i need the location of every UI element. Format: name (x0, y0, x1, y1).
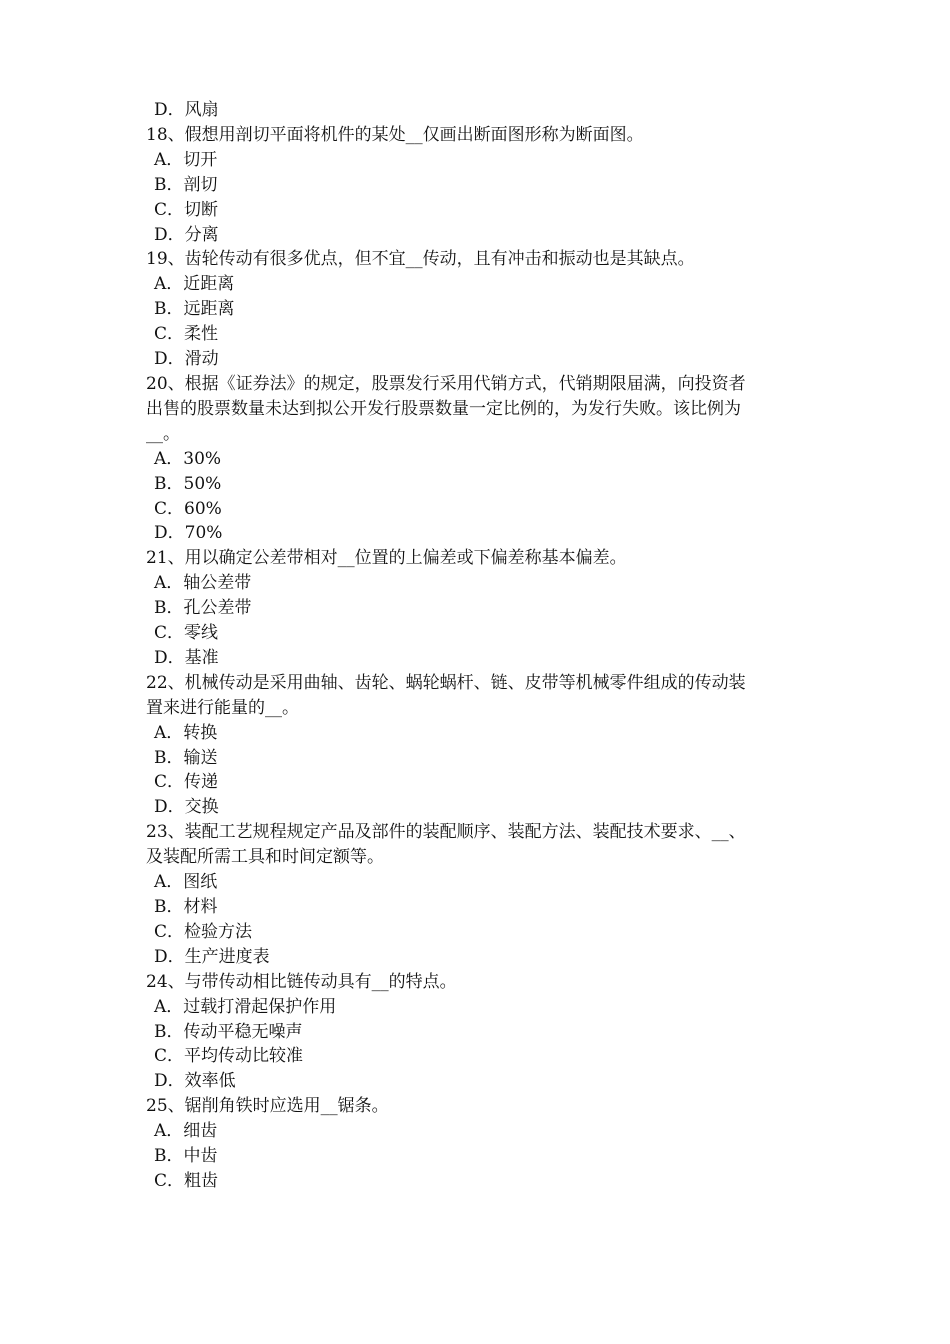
answer-option (146, 472, 826, 497)
question-block (146, 247, 826, 372)
question-block (146, 820, 826, 969)
option-text: 平均传动比较准 (184, 1046, 304, 1067)
answer-option (146, 920, 826, 945)
option-letter: C． (154, 921, 185, 942)
answer-option (146, 945, 826, 970)
option-text: 传递 (184, 772, 219, 793)
answer-option (146, 1069, 826, 1094)
option-letter: B． (154, 1021, 184, 1042)
option-letter: B． (154, 473, 184, 494)
option-letter: C． (154, 772, 185, 793)
question-stem-line: 21、用以确定公差带相对__位置的上偏差或下偏差称基本偏差。 (146, 548, 627, 569)
answer-option (146, 98, 826, 123)
option-letter: A． (154, 149, 184, 170)
option-text: 剖切 (183, 174, 218, 195)
answer-option (146, 272, 826, 297)
option-text: 图纸 (183, 872, 218, 893)
question-stem-line: 23、装配工艺规程规定产品及部件的装配顺序、装配方法、装配技术要求、__、 (146, 822, 746, 843)
option-text: 孔公差带 (183, 598, 252, 619)
option-letter: A． (154, 448, 184, 469)
option-text: 远距离 (183, 299, 235, 320)
option-letter: A． (154, 573, 184, 594)
option-text: 50% (183, 473, 222, 494)
option-text: 检验方法 (184, 921, 253, 942)
question-stem-line: 22、机械传动是采用曲轴、齿轮、蜗轮蜗杆、链、皮带等机械零件组成的传动装 (146, 672, 746, 693)
answer-option (146, 895, 826, 920)
answer-option (146, 746, 826, 771)
option-text: 过载打滑起保护作用 (183, 996, 337, 1017)
option-text: 中齿 (183, 1146, 218, 1167)
answer-option (146, 1169, 826, 1194)
option-letter: C． (154, 199, 185, 220)
option-text: 输送 (183, 747, 218, 768)
option-text: 转换 (183, 722, 218, 743)
option-letter: D． (154, 224, 185, 245)
question-block (146, 970, 826, 1095)
option-text: 轴公差带 (183, 573, 252, 594)
option-text: 切断 (184, 199, 219, 220)
answer-option (146, 571, 826, 596)
option-text: 粗齿 (184, 1170, 219, 1191)
answer-option (146, 1119, 826, 1144)
answer-option (146, 995, 826, 1020)
answer-option (146, 721, 826, 746)
option-text: 材料 (183, 897, 218, 917)
option-letter: B． (154, 174, 184, 195)
answer-option (146, 322, 826, 347)
option-letter: D． (154, 1071, 185, 1092)
option-letter: D． (154, 349, 185, 370)
question-stem-line: __。 (146, 423, 180, 444)
question-stem-line: 19、齿轮传动有很多优点，但不宜__传动，且有冲击和振动也是其缺点。 (146, 249, 695, 270)
option-text: 70% (184, 523, 223, 544)
answer-option (146, 770, 826, 795)
option-letter: B． (154, 299, 184, 320)
option-text: 60% (184, 498, 222, 519)
option-letter: D． (154, 946, 185, 967)
option-text: 滑动 (184, 349, 219, 370)
option-text: 生产进度表 (184, 946, 270, 967)
option-letter: C． (154, 498, 185, 519)
option-text: 交换 (184, 797, 219, 818)
option-letter: D． (154, 647, 185, 668)
answer-option (146, 173, 826, 198)
question-stem-line: 25、锯削角铁时应选用__锯条。 (146, 1096, 389, 1117)
option-letter: C． (154, 324, 185, 345)
option-text: 零线 (184, 623, 219, 644)
option-text: 传动平稳无噪声 (183, 1021, 303, 1042)
document-page (146, 98, 826, 1194)
option-letter: B． (154, 747, 184, 768)
question-block (146, 1094, 826, 1194)
question-stem-line: 24、与带传动相比链传动具有__的特点。 (146, 971, 457, 992)
answer-option (146, 447, 826, 472)
option-text: 细齿 (183, 1121, 218, 1142)
option-text: 切开 (183, 149, 218, 170)
question-stem-line: 置来进行能量的__。 (146, 697, 299, 718)
answer-option (146, 148, 826, 173)
question-block (146, 671, 826, 820)
answer-option (146, 223, 826, 248)
question-block (146, 123, 826, 248)
answer-option (146, 1044, 826, 1069)
answer-option (146, 621, 826, 646)
option-letter: D． (154, 523, 185, 544)
answer-option (146, 795, 826, 820)
answer-option (146, 1144, 826, 1169)
question-block (146, 546, 826, 671)
option-letter: B． (154, 1146, 184, 1167)
answer-option (146, 596, 826, 621)
answer-option (146, 870, 826, 895)
answer-option (146, 521, 826, 546)
answer-option (146, 347, 826, 372)
option-letter: A． (154, 1121, 184, 1142)
option-letter: A． (154, 274, 184, 295)
option-letter: C． (154, 1170, 185, 1191)
question-stem-line: 20、根据《证券法》的规定，股票发行采用代销方式，代销期限届满，向投资者 (146, 373, 746, 394)
option-letter: D． (154, 100, 185, 120)
option-text: 30% (183, 448, 222, 469)
option-letter: A． (154, 872, 184, 893)
answer-option (146, 297, 826, 322)
option-text: 柔性 (184, 324, 219, 345)
option-text: 效率低 (184, 1071, 236, 1092)
answer-option (146, 198, 826, 223)
option-letter: A． (154, 996, 184, 1017)
option-letter: A． (154, 722, 184, 743)
option-text: 近距离 (183, 274, 235, 295)
option-text: 分离 (184, 224, 219, 245)
option-letter: B． (154, 598, 184, 619)
answer-option (146, 497, 826, 522)
answer-option (146, 646, 826, 671)
option-text: 基准 (184, 647, 219, 668)
question-stem-line: 出售的股票数量未达到拟公开发行股票数量一定比例的，为发行失败。该比例为 (146, 398, 741, 419)
question-stem-line: 18、假想用剖切平面将机件的某处__仅画出断面图形称为断面图。 (146, 124, 644, 145)
option-text: 风扇 (184, 100, 219, 120)
answer-option (146, 1020, 826, 1045)
question-stem-line: 及装配所需工具和时间定额等。 (146, 847, 384, 868)
option-letter: B． (154, 897, 184, 917)
option-letter: D． (154, 797, 185, 818)
question-block (146, 372, 826, 546)
option-letter: C． (154, 623, 185, 644)
option-letter: C． (154, 1046, 185, 1067)
